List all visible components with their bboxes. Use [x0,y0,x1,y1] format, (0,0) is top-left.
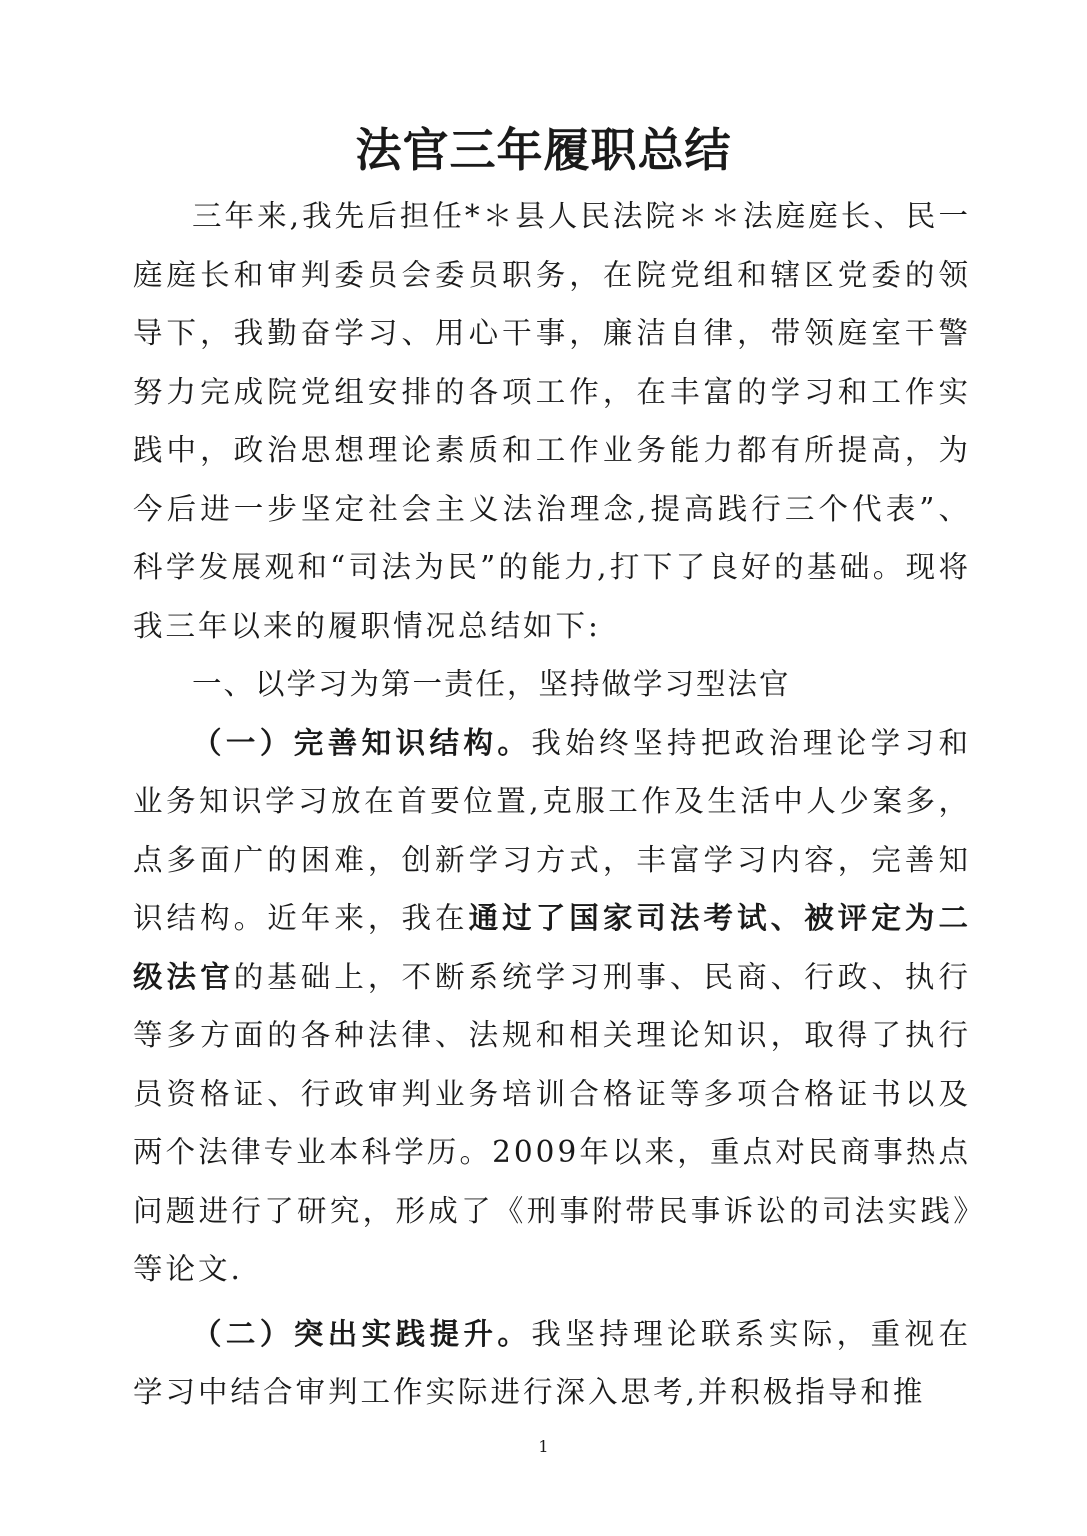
subsection-1-text-a: 我始终坚持把政治理论学习和业务知识学习放在首要位置,克服工作及生活中人少案多，点多面广的困难，创新学习方式，丰富学习内容，完善知识结构。近年来，我在 [133,725,971,935]
document-body [133,187,971,1422]
subsection-1-lead: （一）完善知识结构。 [192,725,532,760]
document-title: 法官三年履职总结 [355,123,732,177]
intro-paragraph: 三年来,我先后担任*＊县人民法院＊＊法庭庭长、民一庭庭长和审判委员会委员职务，在院党组和辖区党委的领导下，我勤奋学习、用心干事，廉洁自律，带领庭室干警努力完成院党组安排的各项工作，在丰富的学习和工作实践中，政治思想理论素质和工作业务能力都有所提高，为今后进一步坚定社会主义法治理念,提高践行三个代表”、科学发展观和“司法为民”的能力,打下了良好的基础。现将我三年以来的履职情况总结如下: [133,199,971,643]
page-number: 1 [538,1437,549,1456]
section-1-heading: 一、以学习为第一责任，坚持做学习型法官 [192,667,791,701]
subsection-2-text: 我坚持理论联系实际，重视在学习中结合审判工作实际进行深入思考,并积极指导和推 [133,1316,971,1409]
subsection-1-emphasis: 通过了国家司法考试、被评定为二级法官 [133,901,971,994]
subsection-2-paragraph [133,1305,971,1422]
subsection-1-paragraph [133,714,971,1299]
subsection-1-text-b: 的基础上，不断系统学习刑事、民商、行政、执行等多方面的各种法律、法规和相关理论知识，取得了执行员资格证、行政审判业务培训合格证等多项合格证书以及两个法律专业本科学历。2009年以来，重点对民商事热点问题进行了研究，形成了《刑事附带民事诉讼的司法实践》等论文. [133,959,971,1286]
subsection-2-lead: （二）突出实践提升。 [192,1316,532,1351]
